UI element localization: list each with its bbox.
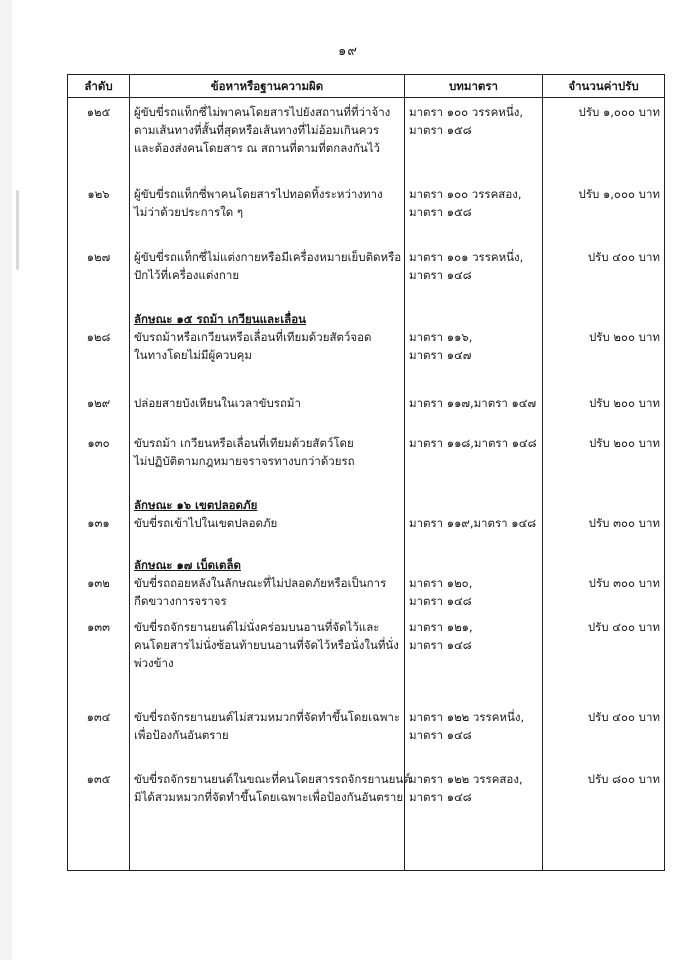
section-cell <box>405 706 543 768</box>
table-body <box>68 98 665 871</box>
row-number-cell <box>68 494 130 554</box>
fault-text-line: มิได้สวมหมวกที่จัดทำขึ้นโดยเฉพาะเพื่อป้องกันอันตราย <box>134 790 404 804</box>
fine-amount: ปรับ ๑,๐๐๐ บาท <box>578 187 660 201</box>
fine-cell <box>543 246 665 306</box>
section-cell <box>405 616 543 706</box>
fine-amount: ปรับ ๔๐๐ บาท <box>587 620 660 634</box>
scan-edge-mark <box>16 190 19 270</box>
section-title: ลักษณะ ๑๖ เขตปลอดภัย <box>134 498 258 512</box>
row-number-cell <box>68 183 130 246</box>
fault-text-line: ปล่อยสายบังเหียนในเวลาขับรถม้า <box>134 396 301 410</box>
fine-cell <box>543 494 665 554</box>
fine-amount: ปรับ ๔๐๐ บาท <box>587 250 660 264</box>
section-text-line: มาตรา ๑๔๘ <box>409 790 472 804</box>
fault-text-line: ผู้ขับขี่รถแท็กซี่พาคนโดยสารไปทอดทิ้งระหว่างทาง <box>134 187 383 201</box>
fine-cell <box>543 768 665 871</box>
row-number-cell <box>68 98 130 184</box>
row-number: ๑๒๙ <box>86 396 111 410</box>
section-cell <box>405 432 543 494</box>
fault-text-line: ขับขี่รถจักรยานยนต์ไม่นั่งคร่อมบนอานที่จัดไว้และ <box>134 620 380 634</box>
fine-amount: ปรับ ๒๐๐ บาท <box>588 330 660 344</box>
spacer <box>547 310 660 328</box>
row-number: ๑๓๕ <box>86 772 111 786</box>
fine-cell <box>543 98 665 184</box>
row-number: ๑๓๐ <box>87 436 110 450</box>
fault-cell <box>130 98 405 184</box>
section-text-line: มาตรา ๑๔๗ <box>409 348 472 362</box>
table-row <box>68 494 665 554</box>
table-row <box>68 554 665 616</box>
fault-text-line: ไม่ปฏิบัติตามกฎหมายจราจรทางบกว่าด้วยรถ <box>134 454 355 468</box>
header-fault: ข้อหาหรือฐานความผิด <box>130 75 405 98</box>
table-row <box>68 183 665 246</box>
row-number-cell <box>68 392 130 432</box>
section-text-line: มาตรา ๑๕๘ <box>409 123 472 137</box>
fault-text-line: ขับรถม้าหรือเกวียนหรือเลื่อนที่เทียมด้วยสัตว์จอด <box>134 330 372 344</box>
row-number: ๑๒๖ <box>87 187 110 201</box>
header-fine: จำนวนค่าปรับ <box>543 75 665 98</box>
fault-text-line: ขับขี่รถถอยหลังในลักษณะที่ไม่ปลอดภัยหรือเป็นการ <box>134 576 387 590</box>
fine-cell <box>543 392 665 432</box>
spacer <box>72 556 125 574</box>
page-number: ๑๙ <box>338 44 358 59</box>
fault-text-line: พ่วงข้าง <box>134 656 174 670</box>
fine-cell <box>543 432 665 494</box>
fine-amount: ปรับ ๓๐๐ บาท <box>588 516 660 530</box>
table-row <box>68 246 665 306</box>
row-number: ๑๓๓ <box>86 620 111 634</box>
fault-text-line: ขับขี่รถจักรยานยนต์ไม่สวมหมวกที่จัดทำขึ้นโดยเฉพาะ <box>134 710 401 724</box>
fines-table <box>67 74 665 871</box>
row-number-cell <box>68 554 130 616</box>
spacer <box>409 310 538 328</box>
fine-amount: ปรับ ๑,๐๐๐ บาท <box>578 105 660 119</box>
fine-amount: ปรับ ๓๐๐ บาท <box>588 576 660 590</box>
fault-text-line: ตามเส้นทางที่สั้นที่สุดหรือเส้นทางที่ไม่อ้อมเกินควร <box>134 123 380 137</box>
section-text-line: มาตรา ๑๐๐ วรรคหนึ่ง, <box>409 105 524 119</box>
spacer <box>72 310 125 328</box>
fault-text-line: คนโดยสารไม่นั่งซ้อนท้ายบนอานที่จัดไว้หรือนั่งในที่นั่ง <box>134 638 399 652</box>
row-number: ๑๓๒ <box>87 576 110 590</box>
row-number: ๑๒๘ <box>86 330 111 344</box>
section-cell <box>405 246 543 306</box>
document-page <box>12 0 684 960</box>
section-text-line: มาตรา ๑๑๖, <box>409 330 473 344</box>
section-title: ลักษณะ ๑๗ เบ็ดเตล็ด <box>134 558 242 572</box>
section-text-line: มาตรา ๑๔๘ <box>409 638 472 652</box>
fine-amount: ปรับ ๒๐๐ บาท <box>588 436 660 450</box>
fault-cell <box>130 768 411 871</box>
fault-text-line: ไม่ว่าด้วยประการใด ๆ <box>134 205 244 219</box>
table-header-row <box>68 75 665 98</box>
section-text-line: มาตรา ๑๑๘,มาตรา ๑๔๘ <box>409 436 537 450</box>
fault-cell <box>130 432 405 494</box>
fault-cell <box>130 183 405 246</box>
section-text-line: มาตรา ๑๒๒ วรรคหนึ่ง, <box>409 710 525 724</box>
section-cell <box>405 183 543 246</box>
fine-cell <box>543 554 665 616</box>
fault-text-line: ขับขี่รถจักรยานยนต์ในขณะที่คนโดยสารรถจักรยานยนต์ <box>134 772 411 786</box>
table-row <box>68 306 665 392</box>
fault-text-line: เพื่อป้องกันอันตราย <box>134 728 229 742</box>
section-title: ลักษณะ ๑๕ รถม้า เกวียนและเลื่อน <box>134 312 306 326</box>
table-row <box>68 706 665 768</box>
row-number-cell <box>68 706 130 768</box>
fine-cell <box>543 616 665 706</box>
fault-cell <box>130 246 405 306</box>
row-number-cell <box>68 768 130 871</box>
table-row <box>68 98 665 184</box>
row-number: ๑๓๔ <box>86 710 111 724</box>
section-text-line: มาตรา ๑๕๘ <box>409 205 472 219</box>
fault-text-line: ปักไว้ที่เครื่องแต่งกาย <box>134 268 240 282</box>
fine-amount: ปรับ ๒๐๐ บาท <box>588 396 660 410</box>
section-text-line: มาตรา ๑๒๒ วรรคสอง, <box>409 772 523 786</box>
table-row <box>68 432 665 494</box>
section-cell <box>405 768 543 871</box>
fault-cell <box>130 706 405 768</box>
row-number-cell <box>68 616 130 706</box>
row-number: ๑๒๗ <box>86 250 111 264</box>
fault-text-line: และต้องส่งคนโดยสาร ณ สถานที่ตามที่ตกลงกันไว้ <box>134 141 380 155</box>
section-text-line: มาตรา ๑๑๗,มาตรา ๑๔๗ <box>409 396 537 410</box>
fault-cell <box>130 392 405 432</box>
table-row <box>68 616 665 706</box>
spacer <box>547 556 660 574</box>
section-text-line: มาตรา ๑๔๘ <box>409 268 472 282</box>
section-text-line: มาตรา ๑๔๘ <box>409 728 472 742</box>
fine-cell <box>543 183 665 246</box>
section-text-line: มาตรา ๑๔๘ <box>409 594 472 608</box>
table-row <box>68 392 665 432</box>
section-cell <box>405 554 543 616</box>
fault-cell <box>130 554 405 616</box>
section-text-line: มาตรา ๑๒๑, <box>409 620 473 634</box>
section-text-line: มาตรา ๑๒๐, <box>409 576 473 590</box>
row-number-cell <box>68 306 130 392</box>
row-number: ๑๓๑ <box>87 516 110 530</box>
section-cell <box>405 306 543 392</box>
section-cell <box>405 392 543 432</box>
header-no: ลำดับ <box>68 75 130 98</box>
section-text-line: มาตรา ๑๐๐ วรรคสอง, <box>409 187 522 201</box>
fine-amount: ปรับ ๔๐๐ บาท <box>587 710 660 724</box>
section-text-line: มาตรา ๑๑๙,มาตรา ๑๔๘ <box>409 516 537 530</box>
row-number-cell <box>68 432 130 494</box>
spacer <box>409 496 538 514</box>
section-cell <box>405 494 543 554</box>
fault-text-line: ผู้ขับขี่รถแท็กซี่ไม่พาคนโดยสารไปยังสถานที่ที่ว่าจ้าง <box>134 105 391 119</box>
fine-cell <box>543 306 665 392</box>
row-number-cell <box>68 246 130 306</box>
fault-text-line: กีดขวางการจราจร <box>134 594 227 608</box>
section-text-line: มาตรา ๑๐๑ วรรคหนึ่ง, <box>409 250 524 264</box>
fault-text-line: ขับรถม้า เกวียนหรือเลื่อนที่เทียมด้วยสัตว์โดย <box>134 436 354 450</box>
fault-text-line: ขับขี่รถเข้าไปในเขตปลอดภัย <box>134 516 278 530</box>
fine-cell <box>543 706 665 768</box>
header-section: บทมาตรา <box>405 75 543 98</box>
fault-cell <box>130 306 405 392</box>
spacer <box>72 496 125 514</box>
table-row <box>68 768 665 871</box>
spacer <box>547 496 660 514</box>
spacer <box>409 556 538 574</box>
section-cell <box>405 98 543 184</box>
fault-text-line: ผู้ขับขี่รถแท็กซี่ไม่แต่งกายหรือมีเครื่องหมายเย็บติดหรือ <box>134 250 402 264</box>
fault-cell <box>130 494 405 554</box>
fault-text-line: ในทางโดยไม่มีผู้ควบคุม <box>134 348 252 362</box>
fine-amount: ปรับ ๘๐๐ บาท <box>587 772 660 786</box>
fault-cell <box>130 616 405 706</box>
row-number: ๑๒๕ <box>86 105 111 119</box>
